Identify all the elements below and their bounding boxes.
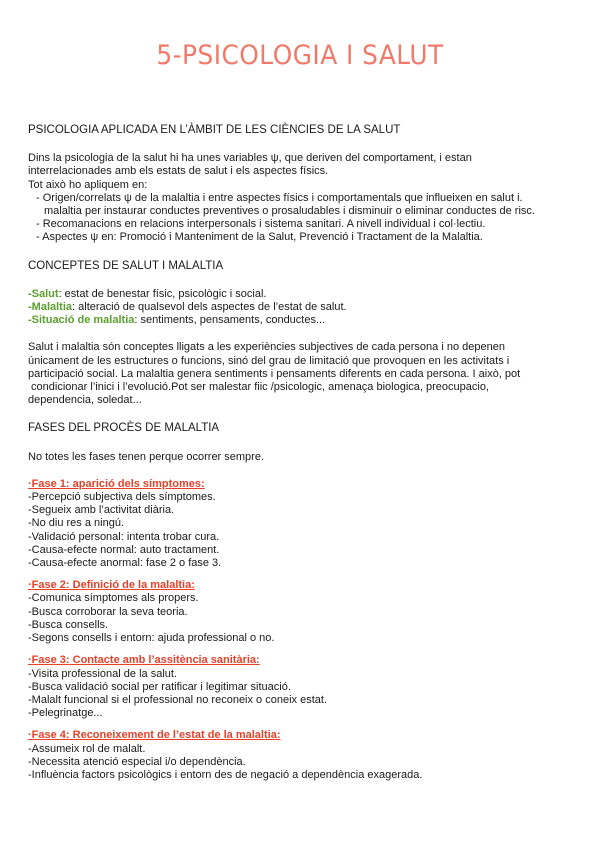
fase-item: -Necessita atenció especial i/o dependència. xyxy=(28,755,246,768)
fase-item: -No diu res a ningú. xyxy=(28,517,124,530)
definition-situacio xyxy=(28,314,576,327)
paragraph-line: condicionar l’inici i l’evolució.Pot ser malestar fiic /psicologic, amenaça biologica, preocupacio, xyxy=(28,381,490,394)
definition-salut xyxy=(28,288,576,301)
fase-item: -Busca validació social per ratificar i legitimar situació. xyxy=(28,680,291,693)
paragraph-line: únicament de les estructures o funcions, sinó del grau de limitació que provoquen en les activitats i xyxy=(28,354,510,367)
fase-4-title: ·Fase 4: Reconeixement de l’estat de la malaltia: xyxy=(28,729,281,742)
paragraph-line: Salut i malaltia són conceptes lligats a les experiències subjectives de cada persona i no depenen xyxy=(28,341,505,354)
fase-item: -Malalt funcional si el professional no reconeix o coneix estat. xyxy=(28,693,327,706)
definition-text: : estat de benestar físic, psicològic i social. xyxy=(58,287,267,300)
paragraph-line: Tot això ho apliquem en: xyxy=(28,178,148,191)
fase-item: -Busca consells. xyxy=(28,618,109,631)
section-heading-psicologia-aplicada: PSICOLOGIA APLICADA EN L’ÀMBIT DE LES CIÈNCIES DE LA SALUT xyxy=(28,124,401,136)
document-body xyxy=(28,124,576,782)
fase-item: -Segueix amb l’activitat diària. xyxy=(28,504,175,517)
fase-3-title: ·Fase 3: Contacte amb l’assitència sanitària: xyxy=(28,654,260,667)
fase-item: -Influència factors psicològics i entorn des de negació a dependència exagerada. xyxy=(28,768,423,781)
fase-item: -Validació personal: intenta trobar cura. xyxy=(28,530,220,543)
paragraph-line: interrelacionades amb els estats de salut i els aspectes físics. xyxy=(28,165,329,178)
fase-item: -Causa-efecte normal: auto tractament. xyxy=(28,543,220,556)
fase-item: -Busca corroborar la seva teoria. xyxy=(28,605,188,618)
definition-text: : sentiments, pensaments, conductes... xyxy=(134,314,326,327)
paragraph-line: participació social. La malaltia genera sentiments i pensaments diferents en cada persona. I això, pot xyxy=(28,367,521,380)
definition-term: -Situació de malaltia xyxy=(28,314,135,327)
section-heading-conceptes: CONCEPTES DE SALUT I MALALTIA xyxy=(28,259,224,272)
fase-1-title: ·Fase 1: aparició dels símptomes: xyxy=(28,477,205,490)
fase-item: -Comunica símptomes als propers. xyxy=(28,592,199,605)
section-heading-fases: FASES DEL PROCÈS DE MALALTIA xyxy=(28,422,220,435)
paragraph-line: dependencia, soledat... xyxy=(28,394,142,407)
bullet-item: - Origen/correlats ψ de la malaltia i entre aspectes físics i comportamentals que influeixen en salut i. xyxy=(36,191,523,204)
definition-text: : alteració de qualsevol dels aspectes de l’estat de salut. xyxy=(72,301,347,314)
bullet-item-continuation: malaltia per instaurar conductes preventives o prosaludables i disminuir o eliminar conductes de risc. xyxy=(44,205,535,218)
fases-intro: No totes les fases tenen perque ocorrer sempre. xyxy=(28,450,265,463)
definition-term: -Malaltia xyxy=(28,301,73,314)
definition-malaltia xyxy=(28,301,576,314)
fase-2-title: ·Fase 2: Definició de la malaltia: xyxy=(28,579,195,592)
fase-item: -Segons consells i entorn: ajuda professional o no. xyxy=(28,632,275,645)
fase-item: -Visita professional de la salut. xyxy=(28,667,177,680)
fase-item: -Percepció subjectiva dels símptomes. xyxy=(28,491,216,504)
bullet-item: - Aspectes ψ en: Promoció i Manteniment de la Salut, Prevenció i Tractament de la Malaltia. xyxy=(36,231,483,244)
fase-item: -Pelegrinatge... xyxy=(28,707,103,720)
fase-item: -Assumeix rol de malalt. xyxy=(28,742,146,755)
definition-term: -Salut xyxy=(28,287,59,300)
bullet-item: - Recomanacions en relacions interpersonals i sistema sanitari. A nivell individual i col·lectiu. xyxy=(36,218,486,231)
paragraph-line: Dins la psicologia de la salut hi ha unes variables ψ, que deriven del comportament, i estan xyxy=(28,152,472,165)
page-title: 5-PSICOLOGIA I SALUT xyxy=(156,40,444,71)
fase-item: -Causa-efecte anormal: fase 2 o fase 3. xyxy=(28,557,222,570)
